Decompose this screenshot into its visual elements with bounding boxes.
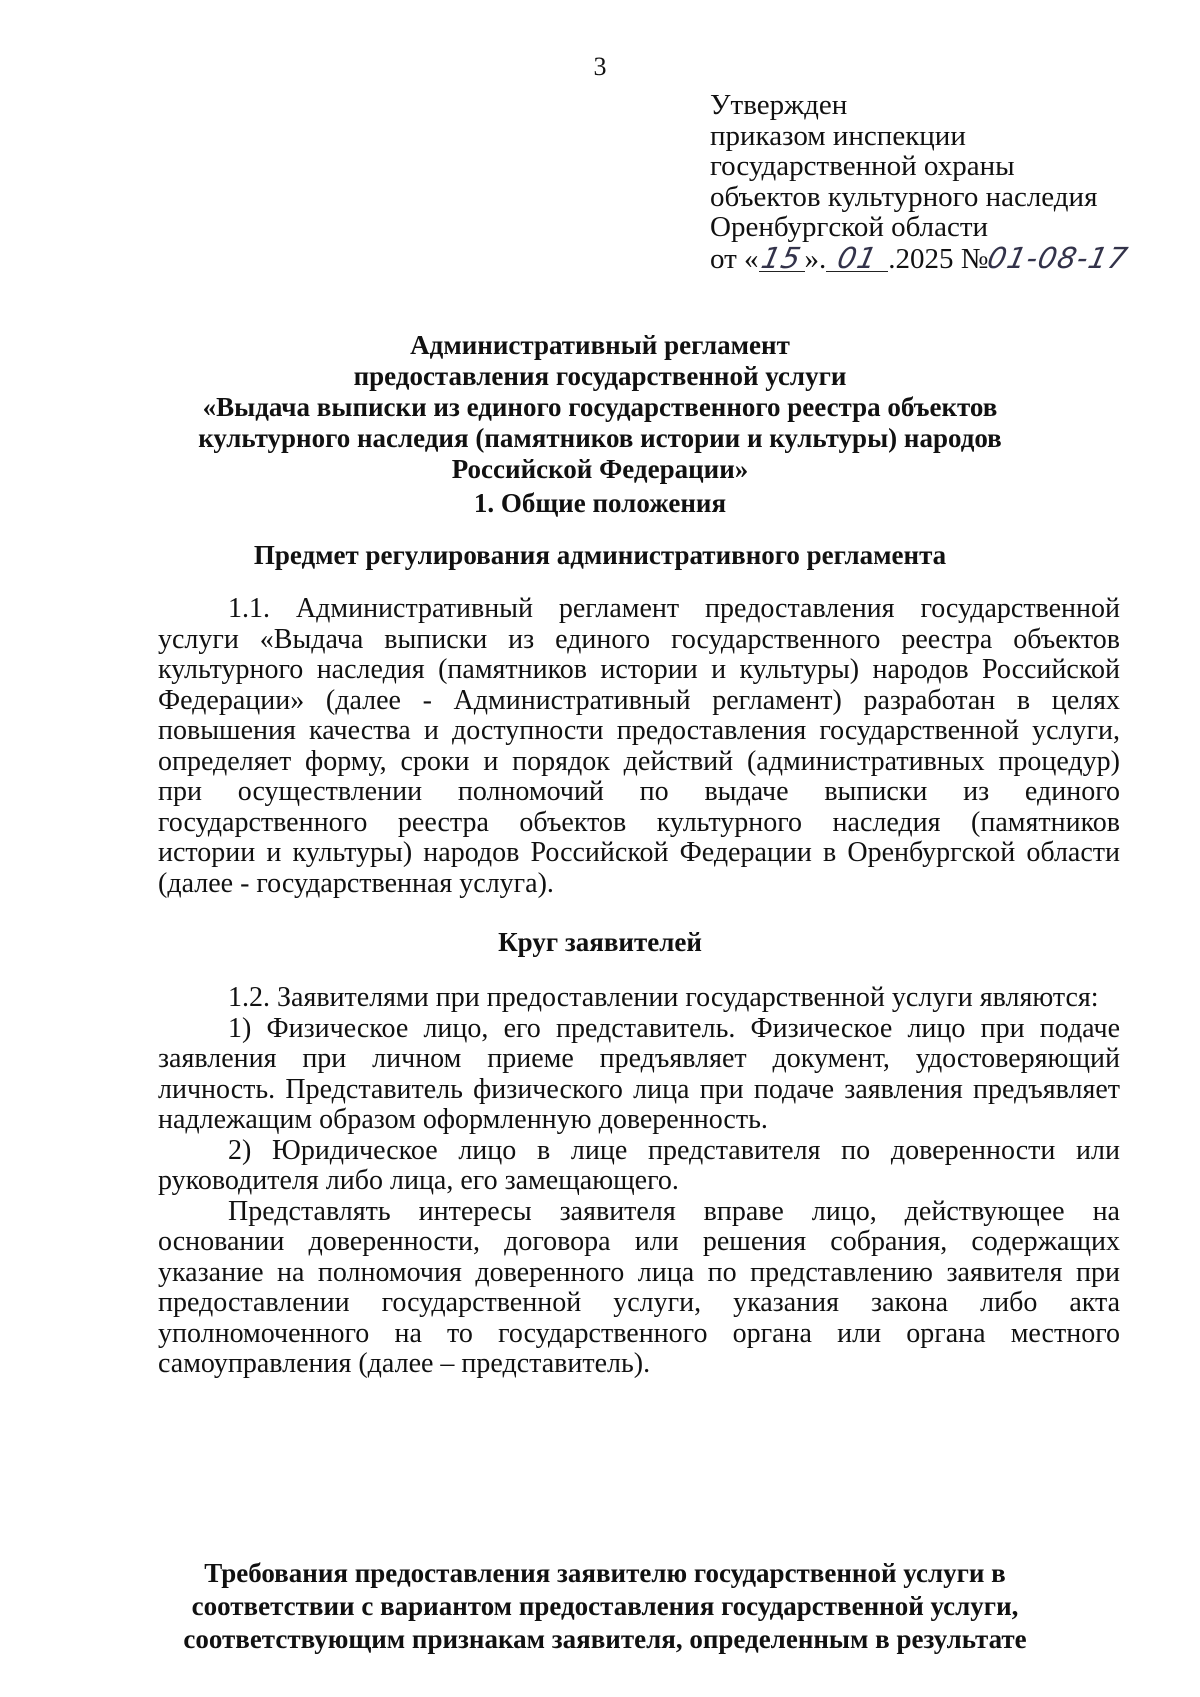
handwritten-month: 01 (826, 246, 888, 272)
handwritten-day: 15 (758, 240, 805, 275)
title-line-2: предоставления государственной услуги (353, 361, 847, 391)
document-title (150, 330, 1050, 485)
paragraph-applicant-individual (158, 1014, 1120, 1136)
page-number: 3 (593, 52, 607, 81)
paragraph-line: указание на полномочия доверенного лица по представлению заявителя при (158, 1256, 1120, 1288)
title-line-3: «Выдача выписки из единого государственного реестра объектов (202, 392, 998, 422)
title-line-5: Российской Федерации» (451, 454, 749, 484)
requirements-heading-line-1: Требования предоставления заявителю государственной услуги в (204, 1558, 1006, 1588)
approval-line-5: Оренбургской области (710, 211, 989, 243)
paragraph-1-2 (158, 983, 1120, 1014)
paragraph-applicant-legal-entity (158, 1136, 1120, 1197)
paragraph-line: государственного реестра объектов культурного наследия (памятников (158, 806, 1120, 838)
paragraph-representative (158, 1197, 1120, 1380)
paragraph-line: повышения качества и доступности предоставления государственной услуги, (158, 715, 1120, 746)
paragraph-line: культурного наследия (памятников истории и культуры) народов Российской (158, 654, 1120, 685)
title-line-1: Административный регламент (410, 330, 790, 360)
paragraph-line: Федерации» (далее - Административный регламент) разработан в целях (158, 684, 1120, 716)
section-heading-general: 1. Общие положения (473, 488, 727, 518)
paragraph-line: личность. Представитель физического лица при подаче заявления предъявляет (158, 1073, 1120, 1105)
paragraph-line: услуги «Выдача выписки из единого государственного реестра объектов (158, 623, 1120, 655)
paragraph-line: (далее - государственная услуга). (158, 867, 554, 899)
approval-line-3: государственной охраны (710, 150, 1015, 182)
section-heading-applicants: Круг заявителей (498, 927, 702, 957)
paragraph-line: руководителя либо лица, его замещающего. (158, 1165, 679, 1196)
title-line-4: культурного наследия (памятников истории и культуры) народов (198, 423, 1002, 453)
requirements-heading-line-2: соответствии с вариантом предоставления государственной услуги, (191, 1591, 1019, 1621)
section-heading-requirements (150, 1557, 1060, 1656)
paragraph-line: уполномоченного на то государственного органа или органа местного (158, 1317, 1120, 1349)
paragraph-line: 2) Юридическое лицо в лице представителя по доверенности или (228, 1134, 1120, 1166)
paragraph-line: Представлять интересы заявителя вправе лицо, действующее на (228, 1195, 1120, 1227)
paragraph-line: при осуществлении полномочий по выдаче выписки из единого (158, 776, 1120, 807)
handwritten-order-number: 01-08-17 (984, 240, 1132, 275)
paragraph-line: самоуправления (далее – представитель). (158, 1348, 651, 1379)
paragraph-line: определяет форму, сроки и порядок действий (административных процедур) (158, 745, 1120, 777)
date-mid: ». (804, 242, 827, 275)
approval-line-1: Утвержден (710, 89, 848, 121)
paragraph-line: 1.1. Административный регламент предоставления государственной (228, 593, 1120, 624)
subheading-regulation-subject: Предмет регулирования административного регламента (253, 540, 947, 570)
paragraph-line: надлежащим образом оформленную доверенность. (158, 1104, 768, 1135)
date-year: .2025 № (888, 242, 989, 275)
date-prefix: от « (710, 242, 759, 275)
paragraph-line: истории и культуры) народов Российской Федерации в Оренбургской области (158, 837, 1120, 868)
paragraph-1-1 (158, 594, 1120, 899)
paragraph-line: 1.2. Заявителями при предоставлении государственной услуги являются: (228, 982, 1099, 1013)
approval-line-2: приказом инспекции (710, 119, 966, 152)
approval-date-line (710, 240, 1170, 275)
paragraph-line: заявления при личном приеме предъявляет документ, удостоверяющий (158, 1043, 1120, 1074)
approval-stamp-block (710, 90, 1170, 274)
requirements-heading-line-3: соответствующим признакам заявителя, определенным в результате (183, 1624, 1027, 1654)
paragraph-line: предоставлении государственной услуги, указания закона либо акта (158, 1287, 1120, 1318)
paragraph-line: 1) Физическое лицо, его представитель. Физическое лицо при подаче (228, 1012, 1120, 1044)
paragraph-line: основании доверенности, договора или решения собрания, содержащих (158, 1226, 1120, 1257)
approval-line-4: объектов культурного наследия (710, 180, 1098, 213)
